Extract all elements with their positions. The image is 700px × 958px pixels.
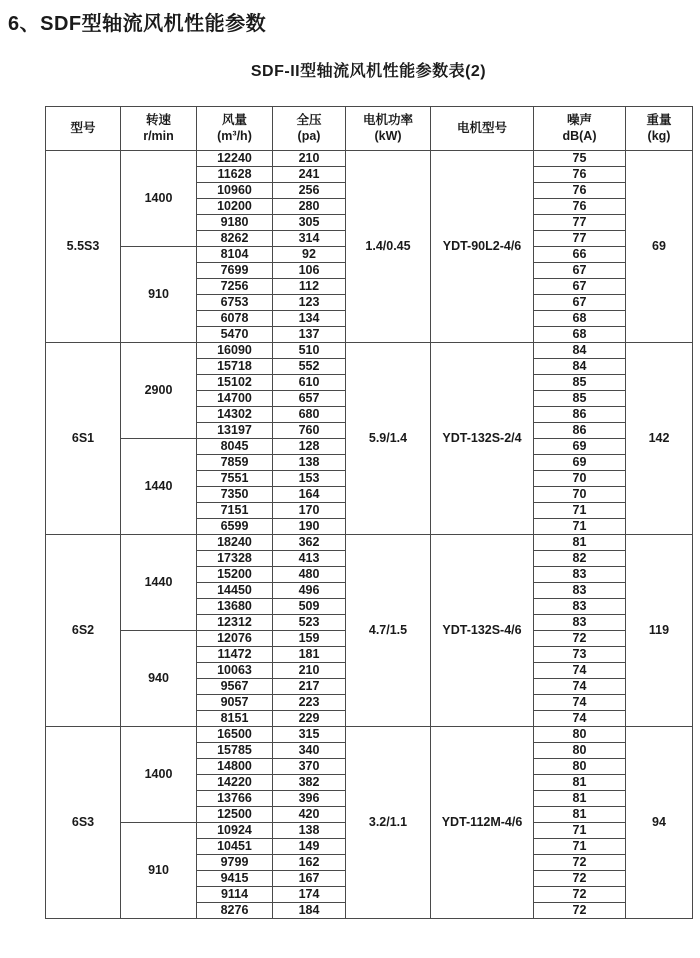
header-weight-unit: (kg): [647, 128, 671, 143]
cell-airflow: 10451: [197, 839, 273, 855]
cell-pressure: 396: [273, 791, 346, 807]
cell-airflow: 7699: [197, 263, 273, 279]
cell-pressure: 217: [273, 679, 346, 695]
cell-model: 6S2: [46, 535, 121, 727]
cell-pressure: 523: [273, 615, 346, 631]
cell-noise: 73: [534, 647, 626, 663]
cell-noise: 76: [534, 183, 626, 199]
cell-airflow: 12312: [197, 615, 273, 631]
table-header: [46, 107, 693, 151]
cell-pressure: 305: [273, 215, 346, 231]
cell-noise: 71: [534, 503, 626, 519]
cell-pressure: 138: [273, 455, 346, 471]
cell-airflow: 9567: [197, 679, 273, 695]
cell-power: 5.9/1.4: [346, 343, 431, 535]
header-pressure-label: 全压: [296, 112, 322, 127]
cell-airflow: 15200: [197, 567, 273, 583]
cell-airflow: 9799: [197, 855, 273, 871]
header-speed: [121, 107, 197, 151]
cell-pressure: 138: [273, 823, 346, 839]
cell-noise: 81: [534, 791, 626, 807]
header-speed-label: 转速: [145, 112, 171, 127]
cell-airflow: 13197: [197, 423, 273, 439]
cell-motor: YDT-132S-4/6: [431, 535, 534, 727]
cell-pressure: 159: [273, 631, 346, 647]
cell-noise: 80: [534, 743, 626, 759]
cell-noise: 80: [534, 759, 626, 775]
cell-speed: 940: [121, 631, 197, 727]
cell-noise: 67: [534, 295, 626, 311]
cell-airflow: 14800: [197, 759, 273, 775]
cell-speed: 1400: [121, 151, 197, 247]
cell-noise: 72: [534, 871, 626, 887]
cell-weight: 94: [626, 727, 693, 919]
cell-airflow: 10063: [197, 663, 273, 679]
cell-airflow: 8045: [197, 439, 273, 455]
cell-pressure: 223: [273, 695, 346, 711]
cell-airflow: 12240: [197, 151, 273, 167]
cell-weight: 142: [626, 343, 693, 535]
cell-pressure: 123: [273, 295, 346, 311]
cell-pressure: 314: [273, 231, 346, 247]
table-title: SDF-II型轴流风机性能参数表(2): [250, 63, 487, 80]
cell-pressure: 509: [273, 599, 346, 615]
cell-pressure: 362: [273, 535, 346, 551]
cell-airflow: 12076: [197, 631, 273, 647]
cell-model: 6S1: [46, 343, 121, 535]
cell-noise: 67: [534, 279, 626, 295]
header-noise-unit: dB(A): [562, 128, 597, 143]
cell-noise: 76: [534, 199, 626, 215]
cell-airflow: 8262: [197, 231, 273, 247]
cell-noise: 71: [534, 519, 626, 535]
cell-airflow: 16090: [197, 343, 273, 359]
cell-pressure: 315: [273, 727, 346, 743]
cell-airflow: 13680: [197, 599, 273, 615]
cell-motor: YDT-132S-2/4: [431, 343, 534, 535]
cell-noise: 66: [534, 247, 626, 263]
cell-airflow: 17328: [197, 551, 273, 567]
cell-pressure: 181: [273, 647, 346, 663]
cell-speed: 2900: [121, 343, 197, 439]
cell-airflow: 15718: [197, 359, 273, 375]
cell-noise: 70: [534, 487, 626, 503]
header-airflow-label: 风量: [221, 112, 247, 127]
cell-power: 4.7/1.5: [346, 535, 431, 727]
performance-table: [45, 106, 693, 919]
cell-pressure: 496: [273, 583, 346, 599]
cell-airflow: 14700: [197, 391, 273, 407]
cell-pressure: 153: [273, 471, 346, 487]
cell-pressure: 137: [273, 327, 346, 343]
cell-airflow: 9114: [197, 887, 273, 903]
cell-airflow: 7151: [197, 503, 273, 519]
cell-airflow: 6599: [197, 519, 273, 535]
cell-airflow: 7859: [197, 455, 273, 471]
cell-noise: 82: [534, 551, 626, 567]
cell-noise: 83: [534, 615, 626, 631]
cell-noise: 72: [534, 631, 626, 647]
cell-motor: YDT-112M-4/6: [431, 727, 534, 919]
cell-pressure: 420: [273, 807, 346, 823]
cell-airflow: 10924: [197, 823, 273, 839]
cell-noise: 83: [534, 599, 626, 615]
cell-pressure: 256: [273, 183, 346, 199]
cell-speed: 1400: [121, 727, 197, 823]
cell-airflow: 18240: [197, 535, 273, 551]
cell-noise: 71: [534, 823, 626, 839]
cell-noise: 68: [534, 327, 626, 343]
header-speed-unit: r/min: [143, 128, 174, 143]
cell-weight: 119: [626, 535, 693, 727]
cell-noise: 77: [534, 231, 626, 247]
cell-noise: 83: [534, 567, 626, 583]
cell-airflow: 15102: [197, 375, 273, 391]
header-model: [46, 107, 121, 151]
cell-airflow: 9180: [197, 215, 273, 231]
cell-noise: 81: [534, 807, 626, 823]
cell-airflow: 14220: [197, 775, 273, 791]
header-airflow: [197, 107, 273, 151]
cell-noise: 72: [534, 887, 626, 903]
cell-noise: 75: [534, 151, 626, 167]
cell-model: 5.5S3: [46, 151, 121, 343]
cell-pressure: 184: [273, 903, 346, 919]
cell-airflow: 9057: [197, 695, 273, 711]
cell-airflow: 5470: [197, 327, 273, 343]
header-row: [46, 107, 693, 151]
cell-pressure: 162: [273, 855, 346, 871]
cell-noise: 86: [534, 423, 626, 439]
header-motor-label: 电机型号: [456, 120, 507, 135]
cell-airflow: 12500: [197, 807, 273, 823]
cell-airflow: 13766: [197, 791, 273, 807]
header-power: [346, 107, 431, 151]
cell-pressure: 174: [273, 887, 346, 903]
header-power-label: 电机功率: [362, 112, 413, 127]
cell-noise: 69: [534, 439, 626, 455]
cell-noise: 74: [534, 663, 626, 679]
cell-pressure: 170: [273, 503, 346, 519]
cell-noise: 85: [534, 391, 626, 407]
cell-noise: 81: [534, 535, 626, 551]
cell-pressure: 210: [273, 663, 346, 679]
cell-pressure: 680: [273, 407, 346, 423]
cell-power: 1.4/0.45: [346, 151, 431, 343]
header-motor: [431, 107, 534, 151]
header-noise: [534, 107, 626, 151]
cell-noise: 83: [534, 583, 626, 599]
cell-noise: 86: [534, 407, 626, 423]
cell-noise: 71: [534, 839, 626, 855]
table-row: [46, 343, 693, 359]
cell-model: 6S3: [46, 727, 121, 919]
cell-pressure: 760: [273, 423, 346, 439]
cell-airflow: 6753: [197, 295, 273, 311]
cell-airflow: 11472: [197, 647, 273, 663]
cell-airflow: 9415: [197, 871, 273, 887]
cell-noise: 69: [534, 455, 626, 471]
cell-pressure: 164: [273, 487, 346, 503]
cell-noise: 80: [534, 727, 626, 743]
cell-power: 3.2/1.1: [346, 727, 431, 919]
cell-pressure: 92: [273, 247, 346, 263]
cell-airflow: 6078: [197, 311, 273, 327]
cell-noise: 84: [534, 359, 626, 375]
cell-pressure: 210: [273, 151, 346, 167]
cell-speed: 1440: [121, 439, 197, 535]
cell-pressure: 610: [273, 375, 346, 391]
cell-noise: 77: [534, 215, 626, 231]
cell-airflow: 15785: [197, 743, 273, 759]
cell-noise: 68: [534, 311, 626, 327]
cell-airflow: 16500: [197, 727, 273, 743]
header-airflow-unit: (m³/h): [217, 128, 252, 143]
cell-pressure: 229: [273, 711, 346, 727]
header-weight: [626, 107, 693, 151]
header-noise-label: 噪声: [566, 112, 592, 127]
cell-airflow: 11628: [197, 167, 273, 183]
cell-noise: 84: [534, 343, 626, 359]
table-row: [46, 727, 693, 743]
cell-airflow: 14450: [197, 583, 273, 599]
header-pressure: [273, 107, 346, 151]
cell-airflow: 10960: [197, 183, 273, 199]
cell-pressure: 382: [273, 775, 346, 791]
cell-speed: 910: [121, 247, 197, 343]
cell-airflow: 8276: [197, 903, 273, 919]
cell-pressure: 112: [273, 279, 346, 295]
header-weight-label: 重量: [646, 112, 672, 127]
cell-pressure: 480: [273, 567, 346, 583]
table-row: [46, 535, 693, 551]
cell-airflow: 8104: [197, 247, 273, 263]
cell-pressure: 370: [273, 759, 346, 775]
header-model-label: 型号: [70, 120, 96, 135]
cell-pressure: 552: [273, 359, 346, 375]
cell-airflow: 8151: [197, 711, 273, 727]
cell-pressure: 241: [273, 167, 346, 183]
cell-airflow: 14302: [197, 407, 273, 423]
page-title: 6、SDF型轴流风机性能参数: [8, 13, 267, 35]
cell-motor: YDT-90L2-4/6: [431, 151, 534, 343]
cell-noise: 72: [534, 903, 626, 919]
cell-pressure: 149: [273, 839, 346, 855]
cell-pressure: 340: [273, 743, 346, 759]
cell-pressure: 413: [273, 551, 346, 567]
cell-airflow: 10200: [197, 199, 273, 215]
cell-pressure: 134: [273, 311, 346, 327]
cell-pressure: 106: [273, 263, 346, 279]
cell-noise: 70: [534, 471, 626, 487]
cell-noise: 74: [534, 695, 626, 711]
cell-noise: 81: [534, 775, 626, 791]
table-body: [46, 151, 693, 919]
cell-noise: 74: [534, 679, 626, 695]
cell-speed: 1440: [121, 535, 197, 631]
header-pressure-unit: (pa): [297, 128, 321, 143]
cell-airflow: 7256: [197, 279, 273, 295]
cell-pressure: 510: [273, 343, 346, 359]
table-row: [46, 151, 693, 167]
cell-pressure: 657: [273, 391, 346, 407]
cell-airflow: 7350: [197, 487, 273, 503]
cell-noise: 72: [534, 855, 626, 871]
cell-pressure: 128: [273, 439, 346, 455]
cell-noise: 85: [534, 375, 626, 391]
header-power-unit: (kW): [374, 128, 402, 143]
cell-noise: 67: [534, 263, 626, 279]
cell-pressure: 190: [273, 519, 346, 535]
cell-airflow: 7551: [197, 471, 273, 487]
cell-noise: 74: [534, 711, 626, 727]
cell-weight: 69: [626, 151, 693, 343]
cell-noise: 76: [534, 167, 626, 183]
cell-pressure: 280: [273, 199, 346, 215]
cell-speed: 910: [121, 823, 197, 919]
cell-pressure: 167: [273, 871, 346, 887]
